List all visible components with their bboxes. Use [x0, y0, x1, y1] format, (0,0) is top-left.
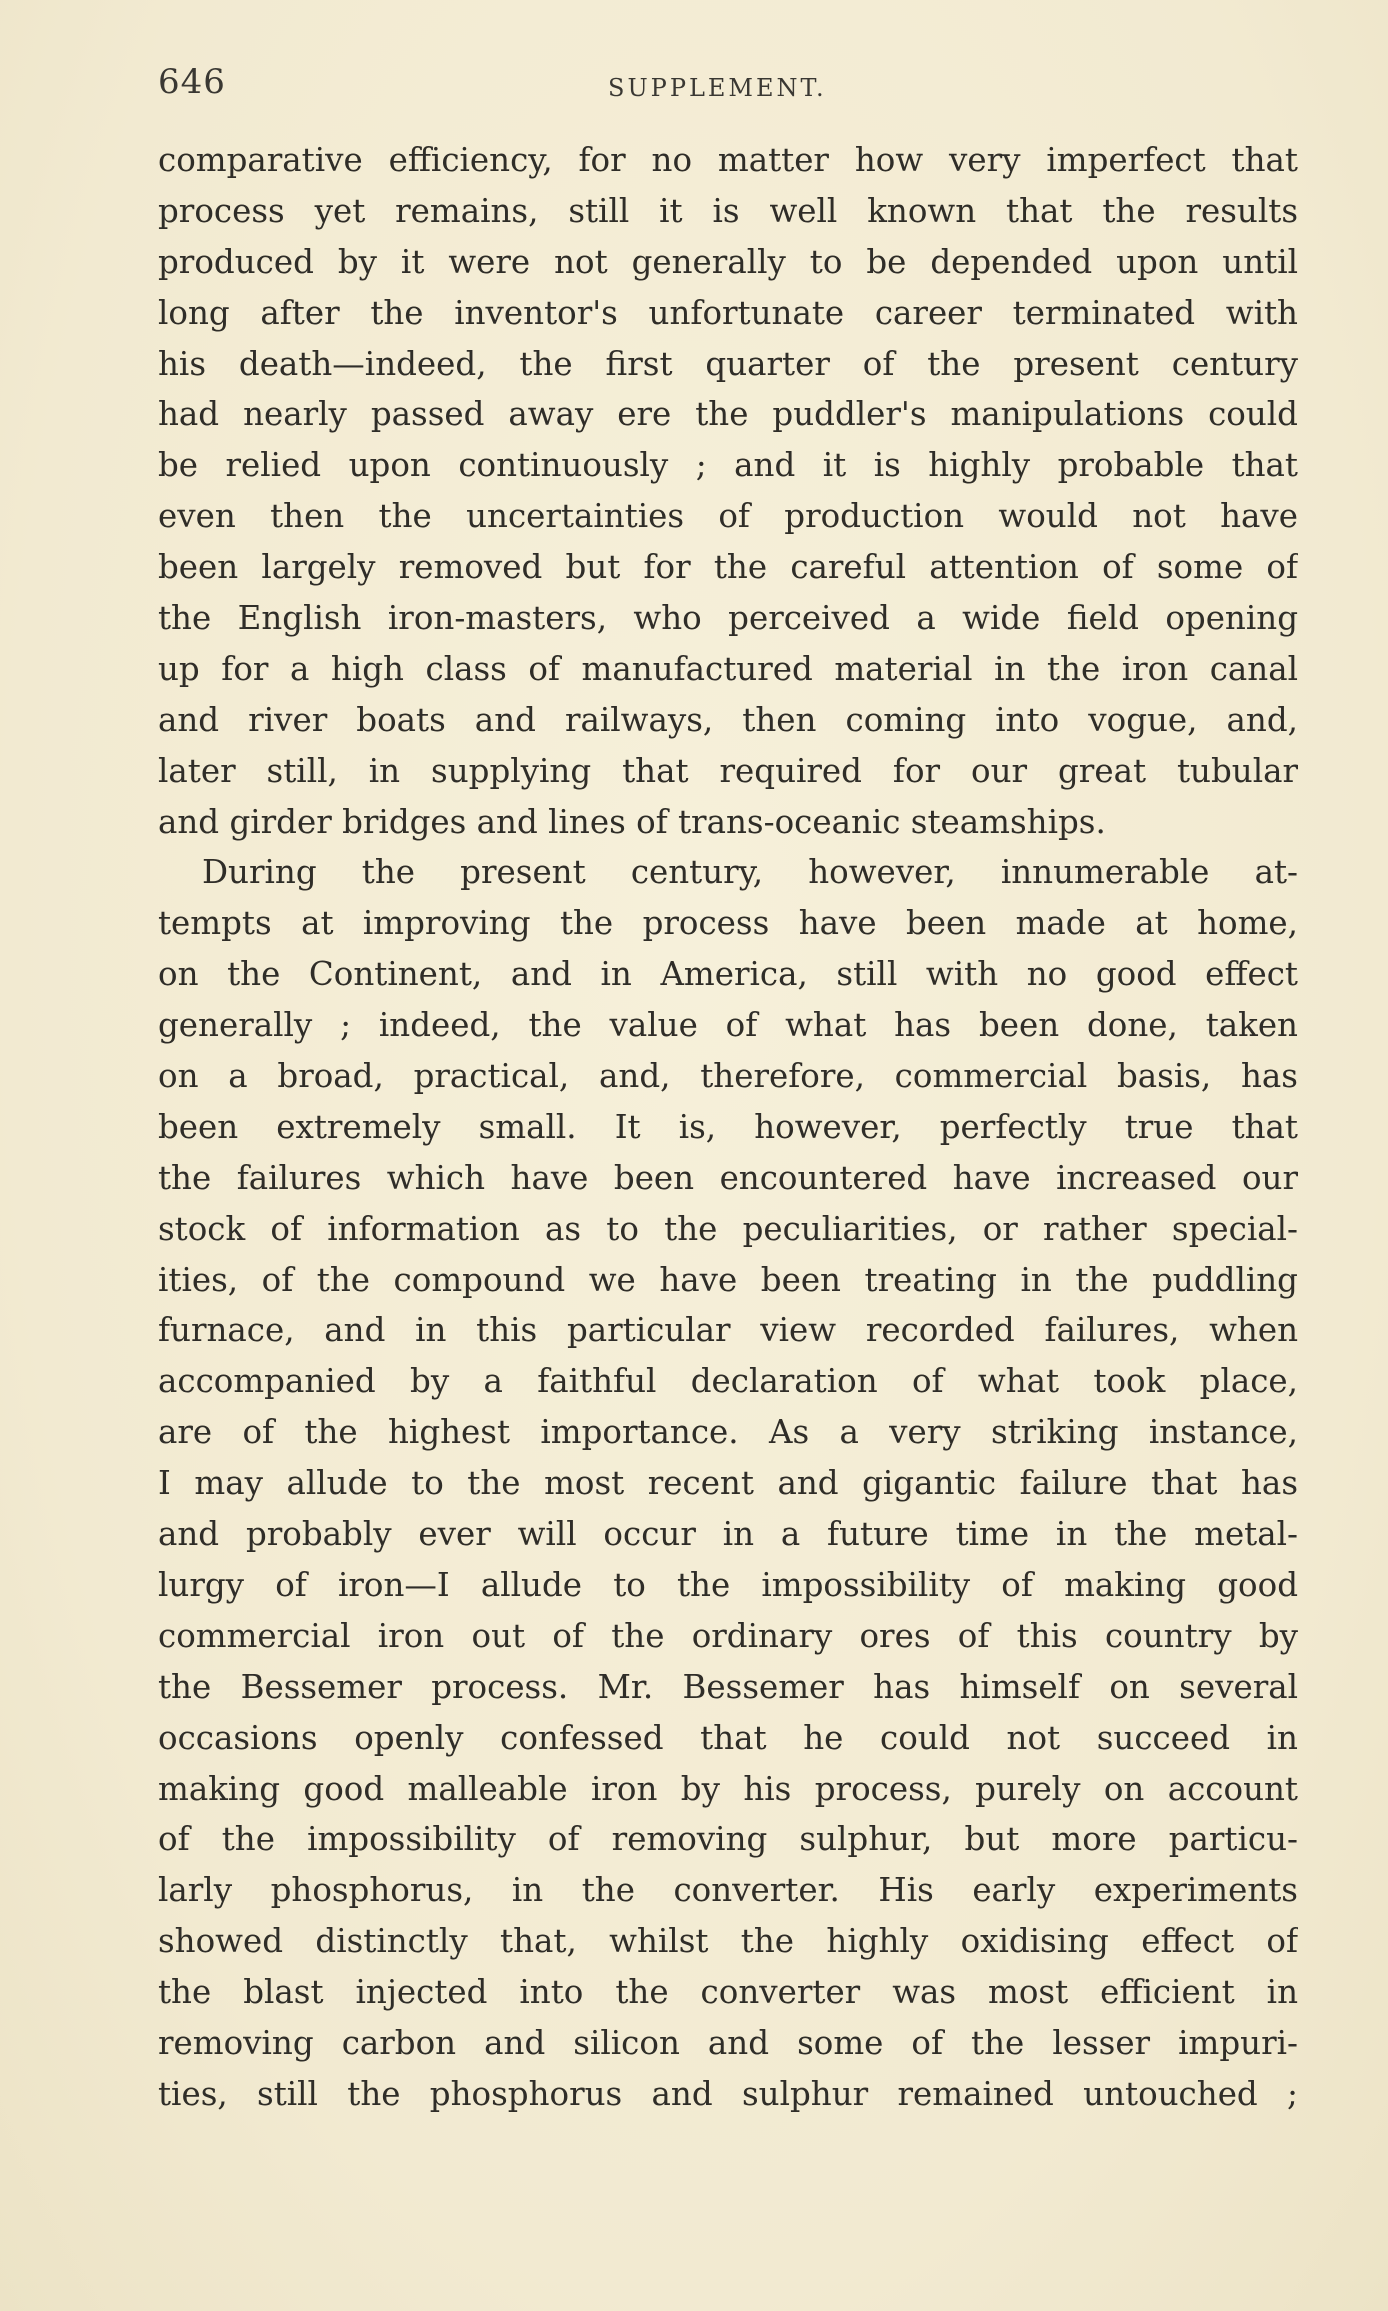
text-line: the English iron-masters, who perceived a wide field opening [158, 599, 1298, 638]
text-line: on a broad, practical, and, therefore, commercial basis, has [158, 1057, 1298, 1096]
body-text [158, 135, 1298, 2120]
text-line: lurgy of iron—I allude to the impossibility of making good [158, 1565, 1298, 1604]
text-line: generally ; indeed, the value of what has been done, taken [158, 1006, 1298, 1045]
text-line: commercial iron out of the ordinary ores of this country by [158, 1616, 1298, 1655]
text-line: long after the inventor's unfortunate career terminated with [158, 293, 1298, 332]
text-line: I may allude to the most recent and gigantic failure that has [158, 1464, 1298, 1503]
page-number: 646 [158, 62, 226, 102]
text-line: occasions openly confessed that he could not succeed in [158, 1718, 1298, 1757]
text-line: and girder bridges and lines of trans-oceanic steamships. [158, 802, 1106, 841]
text-line: later still, in supplying that required for our great tubular [158, 751, 1298, 790]
text-line: the Bessemer process. Mr. Bessemer has himself on several [158, 1667, 1298, 1706]
text-line: on the Continent, and in America, still with no good effect [158, 955, 1298, 994]
text-line: been largely removed but for the careful attention of some of [158, 548, 1298, 587]
running-title: SUPPLEMENT. [608, 74, 827, 102]
text-line: comparative efficiency, for no matter how very imperfect that [158, 141, 1298, 179]
text-line: and river boats and railways, then coming into vogue, and, [158, 700, 1298, 739]
text-line: furnace, and in this particular view recorded failures, when [158, 1311, 1298, 1350]
text-line: had nearly passed away ere the puddler's manipulations could [158, 395, 1298, 434]
text-line: removing carbon and silicon and some of the lesser impuri- [158, 2023, 1298, 2062]
text-line: his death—indeed, the first quarter of the present century [158, 344, 1298, 383]
text-line: even then the uncertainties of production would not have [158, 497, 1298, 536]
running-head [158, 62, 1298, 110]
text-line: of the impossibility of removing sulphur, but more particu- [158, 1820, 1298, 1859]
text-line: the failures which have been encountered have increased our [158, 1158, 1298, 1197]
text-line: up for a high class of manufactured material in the iron canal [158, 649, 1298, 688]
text-line: process yet remains, still it is well known that the results [158, 191, 1298, 230]
text-line: tempts at improving the process have been made at home, [158, 904, 1298, 943]
text-line: accompanied by a faithful declaration of what took place, [158, 1362, 1298, 1401]
text-line: During the present century, however, innumerable at- [202, 853, 1298, 892]
text-line: been extremely small. It is, however, perfectly true that [158, 1107, 1298, 1146]
text-line: larly phosphorus, in the converter. His early experiments [158, 1871, 1298, 1910]
text-line: are of the highest importance. As a very striking instance, [158, 1413, 1298, 1452]
text-line: ties, still the phosphorus and sulphur remained untouched ; [158, 2074, 1298, 2113]
text-line: making good malleable iron by his process, purely on account [158, 1769, 1298, 1808]
text-line: produced by it were not generally to be depended upon until [158, 242, 1298, 281]
text-line: showed distinctly that, whilst the highly oxidising effect of [158, 1922, 1298, 1961]
text-line: stock of information as to the peculiarities, or rather special- [158, 1209, 1298, 1248]
text-line: ities, of the compound we have been treating in the puddling [158, 1260, 1298, 1299]
text-line: be relied upon continuously ; and it is highly probable that [158, 446, 1298, 485]
text-line: and probably ever will occur in a future time in the metal- [158, 1515, 1298, 1554]
text-line: the blast injected into the converter was most efficient in [158, 1973, 1298, 2012]
